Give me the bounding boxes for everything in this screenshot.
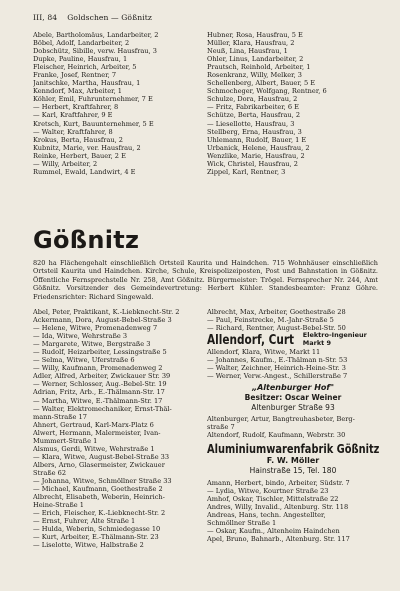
list-item: Fleischer, Heinrich, Arbeiter, 5 (33, 63, 137, 72)
list-item: — Werner, Verw.-Angest., Schillerstraße 7 (207, 372, 348, 381)
ad-allendorf-title: Elektro-Ingenieur (302, 332, 367, 340)
list-item: — Klara, Witwe, August-Bebel-Straße 33 (33, 452, 170, 461)
list-item: — Walter, Zeichner, Heinrich-Heine-Str. 3 (207, 364, 346, 373)
list-item: Rosenkranz, Willy, Melker, 3 (207, 71, 302, 80)
list-item: Abele, Bartholomäus, Landarbeiter, 2 (33, 31, 159, 39)
list-item: Albers, Arno, Glasermeister, Zwickauer (33, 460, 165, 469)
list-item: Wick, Christel, Hausfrau, 2 (207, 159, 298, 168)
list-item: Uhlemann, Rudolf, Bauer, 1 E (207, 135, 307, 144)
list-item: Schmöllner Straße 1 (207, 519, 277, 528)
list-item: Alwert, Hermann, Malermeister, Ivan- (33, 428, 161, 437)
list-item: — Paul, Feinstrecke, M.-Jahr-Straße 5 (207, 316, 334, 325)
list-item: Krokus, Berta, Hausfrau, 2 (33, 135, 124, 144)
list-item: — Werner, Schlosser, Aug.-Bebel-Str. 19 (33, 380, 167, 389)
list-item: Apel, Bruno, Bahnarb., Altenburg. Str. 117 (207, 535, 350, 544)
list-item: — Liesellotte, Hausfrau, 3 (207, 119, 295, 128)
ad-altenburger-hof (207, 383, 379, 412)
list-item: — Lydia, Witwe, Kourtner Straße 23 (207, 487, 329, 496)
list-item: Köhler, Emil, Fuhrunternehmer, 7 E (33, 95, 153, 104)
ad-allendorf-address: Markt 9 (302, 338, 332, 347)
list-item: Adrian, Fritz, Arb., E.-Thälmann-Str. 17 (33, 388, 165, 397)
ad-allendorf (207, 332, 379, 348)
list-item: Stellberg, Erna, Hausfrau, 3 (207, 127, 302, 136)
list-item: — Rudolf, Heizarbeiter, Lessingstraße 5 (33, 348, 167, 357)
ad-aluminium-owner: F. W. Möller (266, 456, 320, 466)
list-item: — Selma, Witwe, Uferstraße 6 (33, 356, 135, 365)
list-item: — Walter, Kraftfahrer, 8 (33, 127, 113, 136)
list-item: — Hulda, Weberin, Schmiedegasse 10 (33, 525, 161, 534)
ad-hof-address: Altenburger Straße 93 (251, 402, 335, 412)
list-item: Ackermann, Dora, August-Bebel-Straße 3 (33, 316, 172, 325)
list-item: — Johanna, Witwe, Schmöllner Straße 33 (33, 476, 172, 485)
list-item: — Ida, Witwe, Wehrstraße 3 (33, 332, 128, 341)
list-item: — Willy, Arbeiter, 2 (33, 159, 98, 168)
running-title: Goldschen — Gößnitz (67, 13, 153, 22)
entries-group-1 (207, 308, 379, 332)
list-item: — Michael, Kaufmann, Goethestraße 2 (33, 485, 163, 494)
list-item: Andreas, Hans, techn. Angestellter, (207, 511, 326, 520)
list-item: Müller, Klara, Hausfrau, 2 (207, 39, 295, 48)
list-item: — Liselotte, Witwe, Halbstraße 2 (33, 541, 144, 550)
list-item: Rummel, Ewald, Landwirt, 4 E (33, 167, 136, 176)
list-item: Neuß, Lina, Hausfrau, 1 (207, 47, 288, 56)
list-item: Schmocheger, Wolfgang, Rentner, 6 (207, 87, 327, 96)
list-item: — Johannes, Kaufm., E.-Thälman n-Str. 53 (207, 356, 348, 365)
list-item: Albrecht, Max, Arbeiter, Goethestraße 28 (207, 308, 346, 316)
bottom-left-column (33, 308, 203, 549)
list-item: Amann, Herbert, bindo, Arbeiter, Südstr. 7 (207, 478, 350, 487)
top-right-column (207, 31, 377, 176)
list-item: — Ernst, Fuhrer, Alte Straße 1 (33, 517, 136, 526)
list-item: Adler, Alfred, Arbeiter, Zwickauer Str. 39 (33, 372, 171, 381)
list-item: — Oskar, Kaufm., Altenheim Haindchen (207, 527, 340, 536)
list-item: Straße 62 (33, 468, 67, 477)
bottom-right-column (207, 308, 379, 543)
ad-hof-name: „Altenburger Hof" (251, 383, 335, 393)
page-number: III, 84 (33, 13, 58, 22)
list-item: Ohler, Linus, Landarbeiter, 2 (207, 55, 304, 64)
town-heading: Gößnitz (33, 226, 140, 254)
entries-group-4 (207, 479, 379, 543)
list-item: Zippel, Karl, Rentner, 3 (207, 167, 286, 176)
list-item: Schellenberg, Albert, Bauer, 5 E (207, 79, 316, 88)
list-item: Franke, Josef, Rentner, 7 (33, 71, 117, 80)
list-item: Prautsch, Reinhold, Arbeiter, 1 (207, 63, 311, 72)
list-item: — Willy, Kaufmann, Promenadenweg 2 (33, 364, 163, 373)
list-item: Reinke, Herbert, Bauer, 2 E (33, 151, 126, 160)
ad-allendorf-tag (303, 332, 367, 347)
list-item: — Herbert, Kraftfahrer, 8 (33, 103, 119, 112)
list-item: mann-Straße 17 (33, 412, 87, 421)
entries-group-2 (207, 348, 379, 380)
list-item: Abel, Peter, Praktikant, K.-Liebknecht-Str. 2 (33, 308, 180, 316)
list-item: — Martha, Witwe, E.-Thälmann-Str. 17 (33, 396, 163, 405)
list-item: — Karl, Kraftfahrer, 9 E (33, 111, 113, 120)
ad-aluminium (207, 442, 379, 476)
list-item: Kubnitz, Marie, ver. Hausfrau, 2 (33, 143, 141, 152)
list-item: Altendorf, Rudolf, Kaufmann, Webrstr. 30 (207, 431, 346, 440)
list-item: Andres, Willy, Invalid., Altenburg. Str. 118 (207, 503, 349, 512)
list-item: — Helene, Witwe, Promenadenweg 7 (33, 324, 158, 333)
list-item: Kretsch, Kurt, Bauunternehmer, 5 E (33, 119, 154, 128)
list-item: Dobschütz, Sibille, verw. Hausfrau, 3 (33, 47, 157, 56)
list-item: Janitschke, Martha, Hausfrau, 1 (33, 79, 141, 88)
list-item: Mummert-Straße 1 (33, 436, 98, 445)
list-item: straße 7 (207, 423, 235, 432)
list-item: Heine-Straße 1 (33, 501, 84, 510)
top-left-column (33, 31, 203, 176)
list-item: Albrecht, Elisabeth, Weberin, Heinrich- (33, 493, 165, 502)
list-item: Altenburger, Artur, Bangtreuhasbeter, Berg- (207, 415, 355, 424)
list-item: Schütze, Berta, Hausfrau, 2 (207, 111, 301, 120)
town-intro: 820 ha Flächengehalt einschließlich Ortsteil Kaurita und Haindchen. 715 Wohnhäuser einschließlich Ortsteil Kaurita und Haindchen. Kirche, Schule, Kreispolizeiposten, Post und Bahnstation in Gößnitz. Öffentliche Fernsprechstelle Nr. 258, Amt Gößnitz. Bürgermeister: Trögel. Fernsprecher Nr. 244, Amt Gößnitz. Vorsitzender des Gemeindevertretung: Herbert Kühler. Standesbeamter: Franz Göhre. Friedensrichter: Richard Singewald. (33, 259, 378, 301)
list-item: Ahnert, Gertraud, Karl-Marx-Platz 6 (33, 420, 154, 429)
list-item: Amhof, Oskar, Tischler, Mittelstraße 22 (207, 495, 339, 504)
list-item: Böbel, Adolf, Landarbeiter, 2 (33, 39, 130, 48)
list-item: — Richard, Rentner, August-Bebel-Str. 50 (207, 324, 346, 333)
list-item: Wenzlike, Marie, Hausfrau, 2 (207, 151, 305, 160)
list-item: — Erich, Fleischer, K.-Liebknecht-Str. 2 (33, 509, 166, 518)
list-item: — Fritz, Fabrikarbeiter, 6 E (207, 103, 299, 112)
list-item: Urbanick, Helene, Hausfrau, 2 (207, 143, 310, 152)
list-item: — Kurt, Arbeiter, E.-Thälmann-Str. 23 (33, 533, 159, 542)
list-item: Dupke, Pauline, Hausfrau, 1 (33, 55, 128, 64)
list-item: Schulze, Dora, Hausfrau, 2 (207, 95, 298, 104)
list-item: Hubner, Rosa, Hausfrau, 5 E (207, 31, 303, 39)
page-header (33, 13, 152, 22)
list-item: Allendorf, Klara, Witwe, Markt 11 (207, 348, 321, 357)
list-item: — Margarete, Witwe, Bergstraße 3 (33, 340, 151, 349)
list-item: Kenndorf, Max, Arbeiter, 1 (33, 87, 122, 96)
ad-aluminium-name: Aluminiumwarenfabrik Gößnitz (207, 442, 379, 457)
ad-hof-owner: Besitzer: Oscar Weiner (244, 393, 342, 403)
list-item: — Walter, Elektromechaniker, Ernst-Thäl- (33, 404, 172, 413)
ad-aluminium-address: Hainstraße 15, Tel. 180 (249, 466, 337, 476)
list-item: Alsmus, Gerdi, Witwe, Wehrstraße 1 (33, 444, 155, 453)
entries-group-3 (207, 415, 379, 439)
ad-allendorf-name: Allendorf, Curt (207, 332, 295, 349)
